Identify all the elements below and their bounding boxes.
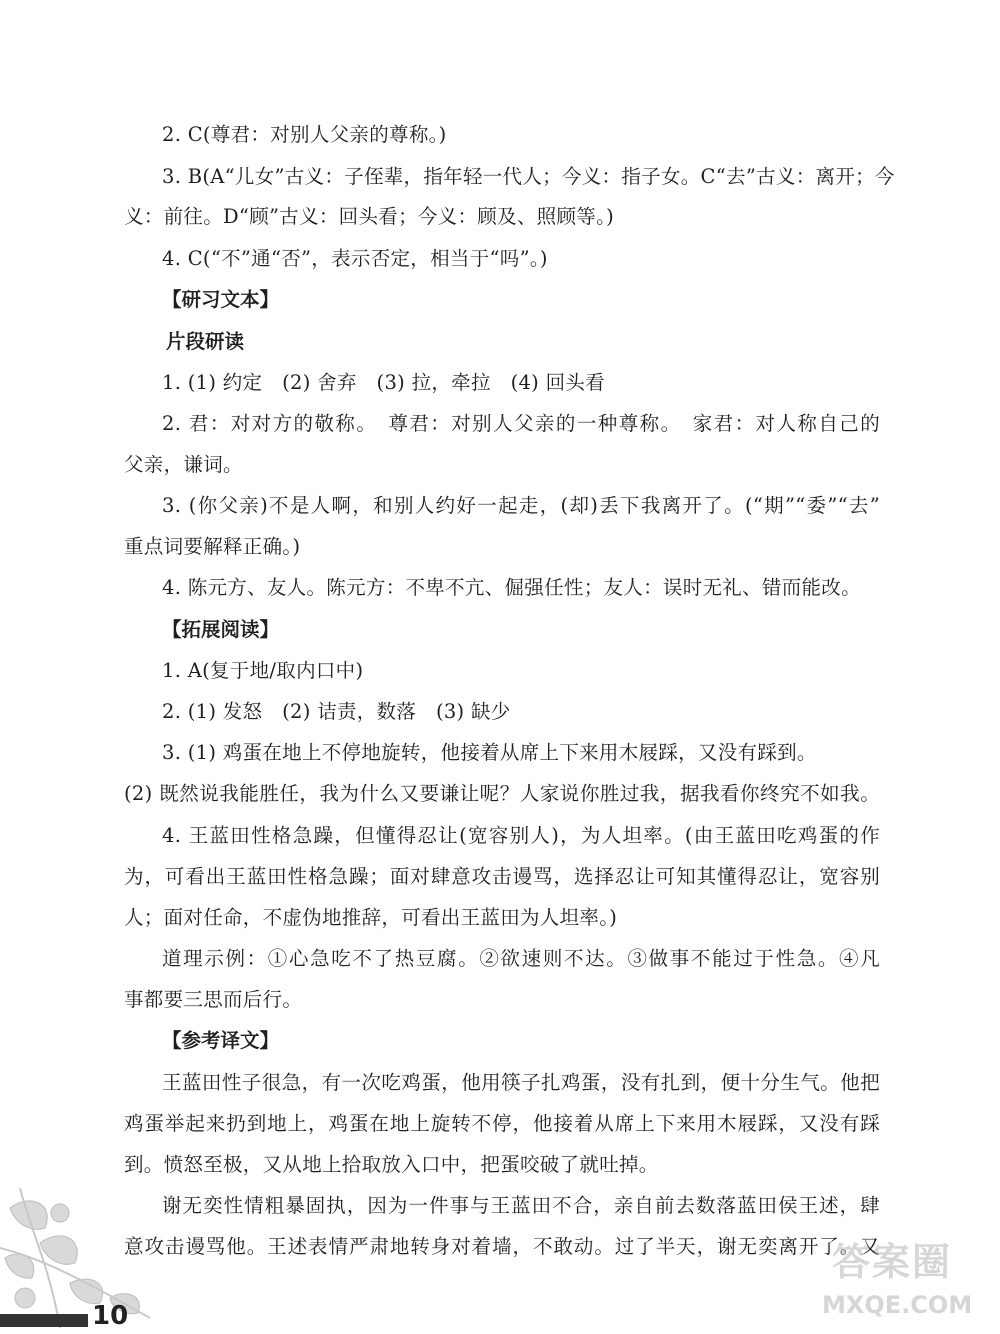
answer-line: 3. (1) 鸡蛋在地上不停地旋转，他接着从席上下来用木屐踩，又没有踩到。 <box>162 741 817 764</box>
answer-line: 4. 陈元方、友人。陈元方：不卑不亢、倔强任性；友人：误时无礼、错而能改。 <box>162 576 861 599</box>
answer-line: 4. C(“不”通“否”，表示否定，相当于“吗”。) <box>162 247 548 270</box>
answer-line: 3. B(A“儿女”古义：子侄辈，指年轻一代人；今义：指子女。C“去”古义：离开；今 <box>162 165 895 188</box>
answer-line: 为，可看出王蓝田性格急躁；面对肆意攻击谩骂，选择忍让可知其懂得忍让，宽容别 <box>124 865 880 888</box>
answer-line: (2) 既然说我能胜任，我为什么又要谦让呢？人家说你胜过我，据我看你终究不如我。 <box>124 782 880 805</box>
answer-line: 1. (1) 约定 (2) 舍弃 (3) 拉，牵拉 (4) 回头看 <box>162 371 605 394</box>
section-heading: 【参考译文】 <box>162 1029 280 1052</box>
subsection-heading: 片段研读 <box>166 330 245 353</box>
translation-line: 意攻击谩骂他。王述表情严肃地转身对着墙，不敢动。过了半天，谢无奕离开了。又 <box>124 1235 880 1258</box>
translation-line: 鸡蛋举起来扔到地上，鸡蛋在地上旋转不停，他接着从席上下来用木屐踩，又没有踩 <box>124 1112 880 1135</box>
watermark-logo: 答案圈 <box>832 1240 953 1284</box>
answer-line: 2. C(尊君：对别人父亲的尊称。) <box>162 123 447 146</box>
floral-decoration-icon <box>0 1188 160 1334</box>
page-number: 10 <box>92 1301 129 1331</box>
page-bar <box>0 1314 88 1327</box>
answer-line: 3. (你父亲)不是人啊，和别人约好一起走，(却)丢下我离开了。(“期”“委”“去” <box>162 494 880 517</box>
answer-line: 人；面对任命，不虚伪地推辞，可看出王蓝田为人坦率。) <box>124 906 618 929</box>
answer-line: 事都要三思而后行。 <box>124 988 303 1011</box>
answer-line: 道理示例：①心急吃不了热豆腐。②欲速则不达。③做事不能过于性急。④凡 <box>162 947 880 970</box>
answer-line: 义：前往。D“顾”古义：回头看；今义：顾及、照顾等。) <box>124 205 615 228</box>
answer-line: 1. A(复于地/取内口中) <box>162 659 364 682</box>
section-heading: 【拓展阅读】 <box>162 618 280 641</box>
answer-line: 2. (1) 发怒 (2) 诘责，数落 (3) 缺少 <box>162 700 511 723</box>
answer-line: 重点词要解释正确。) <box>124 535 301 558</box>
answer-line: 2. 君：对对方的敬称。 尊君：对别人父亲的一种尊称。 家君：对人称自己的 <box>162 412 880 435</box>
translation-line: 谢无奕性情粗暴固执，因为一件事与王蓝田不合，亲自前去数落蓝田侯王述，肆 <box>162 1194 880 1217</box>
translation-line: 王蓝田性子很急，有一次吃鸡蛋，他用筷子扎鸡蛋，没有扎到，便十分生气。他把 <box>162 1071 880 1094</box>
answer-line: 父亲，谦词。 <box>124 453 243 476</box>
watermark-url: MXQE.COM <box>822 1291 973 1319</box>
section-heading: 【研习文本】 <box>162 288 280 311</box>
answer-line: 4. 王蓝田性格急躁，但懂得忍让(宽容别人)，为人坦率。(由王蓝田吃鸡蛋的作 <box>162 824 880 847</box>
translation-line: 到。愤怒至极，又从地上拾取放入口中，把蛋咬破了就吐掉。 <box>124 1153 659 1176</box>
